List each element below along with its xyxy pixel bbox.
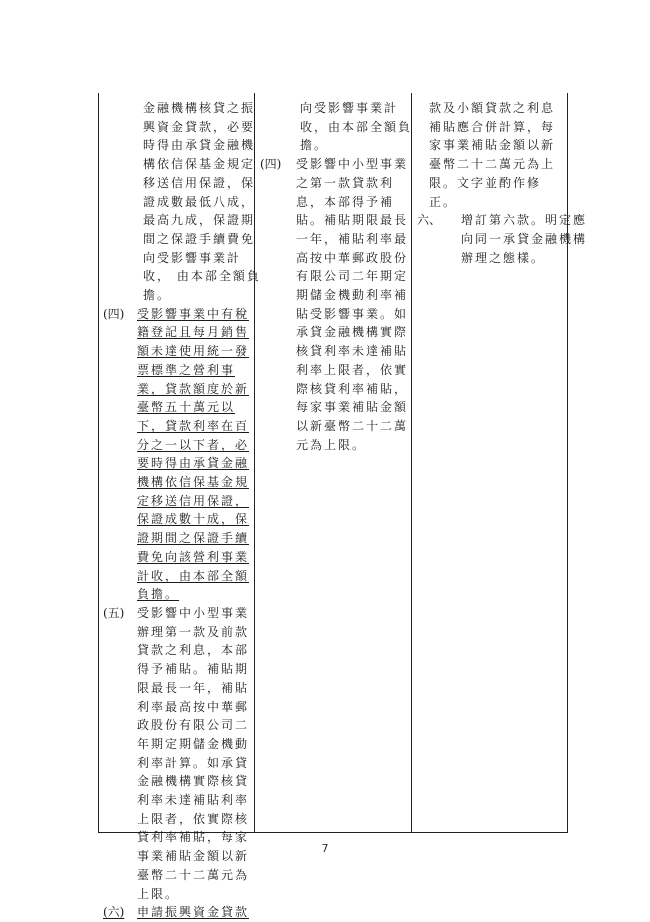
explanation-column xyxy=(417,99,588,267)
text-line: 間之保證手續費免 xyxy=(143,231,256,246)
text-line: 金融機構核貸之振 xyxy=(143,101,256,115)
text-line: 貸款之利息，本部 xyxy=(137,643,250,658)
continued-text-col2 xyxy=(260,99,413,155)
clause-number: (六) xyxy=(103,905,125,920)
text-line: 貼。補貼期限最長 xyxy=(296,213,409,228)
current-provisions-column xyxy=(260,99,413,454)
text-line: 期儲金機動利率補 xyxy=(296,288,409,303)
clause-number: 六、 xyxy=(417,213,442,228)
text-line: 得予補貼。補貼期 xyxy=(137,662,250,677)
text-line: 票標準之營利事 xyxy=(137,362,236,377)
text-line: 籍登記且每月銷售 xyxy=(137,325,250,340)
clause-6-col1 xyxy=(103,903,253,922)
text-line: 移送信用保證，保 xyxy=(143,175,256,190)
text-line: 向受影響事業計 xyxy=(143,250,242,265)
text-line: 額未達使用統一發 xyxy=(137,344,250,359)
explanation-item-6 xyxy=(417,211,588,267)
text-line: 構依信保基金規定 xyxy=(143,157,256,172)
amended-provisions-column xyxy=(103,99,261,922)
text-line: 貼受影響事業。如 xyxy=(296,306,409,321)
text-line: 臺幣二十二萬元為上 xyxy=(429,157,556,172)
text-line: 正。 xyxy=(429,194,458,209)
text-line: 費免向該營利事業 xyxy=(137,549,250,564)
text-line: 事業補貼金額以新 xyxy=(137,849,250,864)
text-line: 有限公司二年期定 xyxy=(296,269,409,284)
text-line: 補貼應合併計算，每 xyxy=(429,119,556,134)
text-line: 擔。 xyxy=(300,138,329,153)
text-line: 際核貸利率補貼， xyxy=(296,381,409,396)
text-line: 利率未達補貼利率 xyxy=(137,793,250,808)
text-line: 要時得由承貸金融 xyxy=(137,456,250,471)
clause-number: (四) xyxy=(260,157,282,172)
text-line: 上限。 xyxy=(137,886,180,901)
text-line: 分之一以下者，必 xyxy=(137,437,250,452)
text-line: 年期定期儲金機動 xyxy=(137,736,250,751)
text-line: 業，貸款額度於新 xyxy=(137,381,250,396)
text-line: 受影響中小型事業 xyxy=(296,157,409,172)
text-line: 受影響中小型事業 xyxy=(137,605,250,620)
text-line: 收，由本部全額負 xyxy=(300,119,413,134)
text-line: 金融機構實際核貸 xyxy=(137,774,250,789)
text-line: 證期間之保證手續 xyxy=(137,531,250,546)
text-line: 每家事業補貼金額 xyxy=(296,400,409,415)
text-line: 核貸利率未達補貼 xyxy=(296,344,409,359)
text-line: 機構依信保基金規 xyxy=(137,475,250,490)
text-line: 限。文字並酌作修 xyxy=(429,175,542,190)
text-line: 時得由承貸金融機 xyxy=(143,138,256,153)
text-line: 辦理第一款及前款 xyxy=(137,624,250,639)
text-line: 增訂第六款。明定應 xyxy=(461,213,588,228)
text-line: 利率上限者，依實 xyxy=(296,362,409,377)
text-line: 元為上限。 xyxy=(296,437,367,452)
text-line: 證成數最低八成， xyxy=(143,194,256,209)
text-line: 家事業補貼金額以新 xyxy=(429,138,556,153)
text-line: 申請振興資金貸款 xyxy=(137,905,250,920)
clause-4-col1 xyxy=(103,305,253,604)
column-divider-right xyxy=(411,93,412,832)
text-line: 限最長一年，補貼 xyxy=(137,680,250,695)
text-line: 計收，由本部全額 xyxy=(137,568,250,583)
text-line: 高按中華郵政股份 xyxy=(296,250,409,265)
text-line: 擔。 xyxy=(143,288,172,303)
text-line: 利率最高按中華郵 xyxy=(137,699,250,714)
clause-5-col1 xyxy=(103,604,253,903)
text-line: 保證成數十成，保 xyxy=(137,512,250,527)
text-line: 定移送信用保證， xyxy=(137,493,250,508)
clause-number: (五) xyxy=(103,605,125,620)
text-line: 承貸金融機構實際 xyxy=(296,325,409,340)
text-line: 一年，補貼利率最 xyxy=(296,231,409,246)
continued-text-col3 xyxy=(417,99,563,211)
text-line: 政股份有限公司二 xyxy=(137,718,250,733)
text-line: 收， 由本部全額負 xyxy=(143,269,261,284)
text-line: 下，貸款利率在百 xyxy=(137,418,250,433)
page-number: 7 xyxy=(321,842,329,855)
text-line: 負擔。 xyxy=(137,587,180,602)
text-line: 以新臺幣二十二萬 xyxy=(296,418,409,433)
text-line: 之第一款貸款利 xyxy=(296,175,395,190)
text-line: 款及小額貸款之利息 xyxy=(429,101,556,115)
text-line: 向同一承貸金融機構 xyxy=(461,231,588,246)
text-line: 受影響事業中有稅 xyxy=(137,306,250,321)
continued-text-col1 xyxy=(103,99,261,305)
text-line: 息，本部得予補 xyxy=(296,194,395,209)
text-line: 興資金貸款，必要 xyxy=(143,119,256,134)
text-line: 辦理之態樣。 xyxy=(461,250,546,265)
clause-number: (四) xyxy=(103,306,125,321)
clause-4-col2 xyxy=(260,155,408,454)
text-line: 臺幣五十萬元以 xyxy=(137,400,236,415)
text-line: 上限者，依實際核 xyxy=(137,811,250,826)
text-line: 向受影響事業計 xyxy=(300,101,399,115)
text-line: 貸利率補貼，每家 xyxy=(137,830,250,845)
text-line: 最高九成，保證期 xyxy=(143,213,256,228)
comparison-table xyxy=(98,93,588,920)
text-line: 利率計算。如承貸 xyxy=(137,755,250,770)
text-line: 臺幣二十二萬元為 xyxy=(137,867,250,882)
